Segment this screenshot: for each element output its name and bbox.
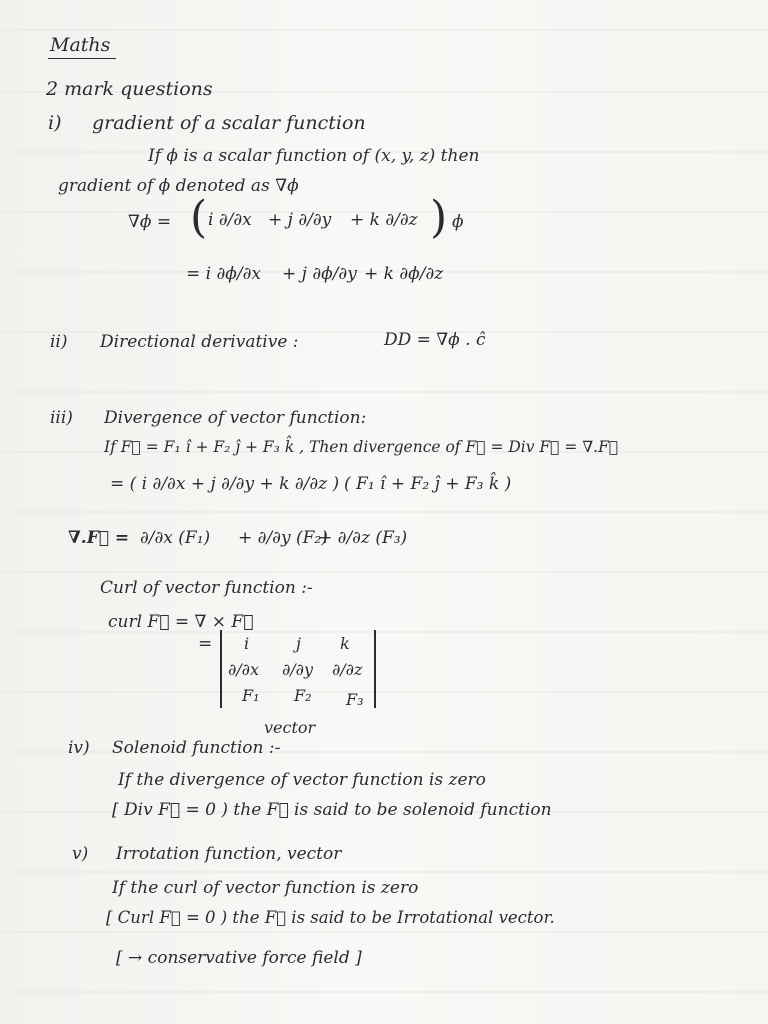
divergence-line3-term3: + ∂/∂z (F₃) — [318, 528, 408, 548]
subject-title: Maths — [50, 34, 111, 56]
gradient-number: i) — [48, 112, 62, 134]
gradient-eq1-term1: i ∂/∂x — [208, 210, 252, 230]
directional-title: Directional derivative : — [100, 332, 299, 352]
irrotational-title: Irrotation function, vector — [116, 844, 342, 864]
solenoid-inserted-word: vector — [264, 718, 316, 737]
gradient-eq2-term3: + k ∂ϕ/∂z — [364, 264, 444, 284]
gradient-line1: If ϕ is a scalar function of (x, y, z) then — [148, 146, 480, 166]
matrix-cell: ∂/∂x — [228, 660, 259, 679]
gradient-eq2-term2: + j ∂ϕ/∂y — [282, 264, 357, 284]
irrotational-line1: If the curl of vector function is zero — [112, 878, 419, 898]
matrix-cell: F₁ — [242, 686, 260, 705]
divergence-line2-vector: ( F₁ î + F₂ ĵ + F₃ k̂ ) — [344, 474, 512, 494]
determinant-right-bar — [374, 630, 376, 708]
divergence-title: Divergence of vector function: — [104, 408, 367, 428]
gradient-eq1-term3: + k ∂/∂z — [350, 210, 418, 230]
divergence-line1: If F⃗ = F₁ î + F₂ ĵ + F₃ k̂ , Then divergence of F⃗ = Div F⃗ = ∇.F⃗ — [104, 438, 619, 456]
directional-number: ii) — [50, 332, 68, 352]
solenoid-line1: If the divergence of vector function is zero — [118, 770, 486, 790]
gradient-title: gradient of a scalar function — [92, 112, 366, 134]
solenoid-title: Solenoid function :- — [112, 738, 281, 758]
gradient-eq2-term1: = i ∂ϕ/∂x — [186, 264, 261, 284]
gradient-eq1-close-paren: ) — [430, 192, 448, 243]
matrix-cell: F₃ — [346, 690, 364, 709]
matrix-cell: i — [244, 634, 250, 653]
divergence-line3-term2: + ∂/∂y (F₂) — [238, 528, 328, 548]
divergence-line3-lhs: ∇.F⃗ = — [68, 528, 130, 548]
matrix-cell: ∂/∂y — [282, 660, 313, 679]
gradient-eq1-lhs: ∇ϕ = — [128, 212, 172, 232]
irrotational-number: v) — [72, 844, 89, 864]
gradient-eq1-term2: + j ∂/∂y — [268, 210, 332, 230]
curl-equals: = — [198, 634, 213, 654]
gradient-eq1-tail: ϕ — [452, 212, 464, 232]
irrotational-line3: [ → conservative force field ] — [116, 948, 362, 968]
solenoid-number: iv) — [68, 738, 90, 758]
subject-underline — [48, 58, 116, 59]
page-heading: 2 mark questions — [46, 78, 213, 100]
solenoid-line2: [ Div F⃗ = 0 ) the F⃗ is said to be solenoid function — [112, 800, 552, 820]
divergence-number: iii) — [50, 408, 73, 428]
divergence-line3-term1: ∂/∂x (F₁) — [140, 528, 211, 548]
curl-title: Curl of vector function :- — [100, 578, 313, 598]
divergence-line2-ops: = ( i ∂/∂x + j ∂/∂y + k ∂/∂z ) — [110, 474, 340, 494]
curl-line1: curl F⃗ = ∇ × F⃗ — [108, 612, 254, 632]
matrix-cell: ∂/∂z — [332, 660, 363, 679]
determinant-left-bar — [220, 630, 222, 708]
gradient-line2: gradient of ϕ denoted as ∇ϕ — [58, 176, 299, 196]
matrix-cell: k — [340, 634, 350, 653]
irrotational-line2: [ Curl F⃗ = 0 ) the F⃗ is said to be Irrotational vector. — [106, 908, 555, 927]
matrix-cell: F₂ — [294, 686, 312, 705]
gradient-eq1-open-paren: ( — [190, 192, 208, 243]
directional-formula: DD = ∇ϕ . ĉ — [384, 330, 486, 350]
matrix-cell: j — [296, 634, 301, 653]
